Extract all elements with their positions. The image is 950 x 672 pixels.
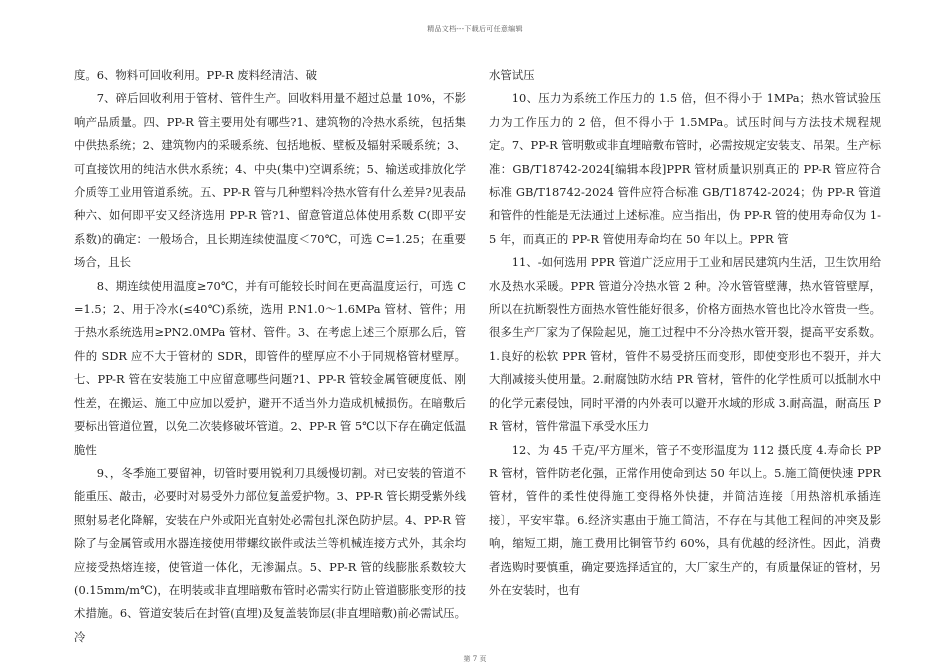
page-number: 第 7 页 [463,655,487,663]
paragraph: 7、碎后回收利用于管材、管件生产。回收料用量不超过总量 10%，不影响产品质量。四、PP-R 管主要用处有哪些?1、建筑物的冷热水系统，包括集中供热系统；2、建筑物内的采暖系统、包括地板、壁板及辐射采暖系统；3、可直接饮用的纯洁水供水系统；4、中央(集中)空调系统；5、输送或排放化学介质等工业用管道系统。五、PP-R 管与几种塑料冷热水管有什么差异?见表品种六、如何即平安又经济选用 PP-R 管?1、留意管道总体使用系数 C(即平安系数)的确定：一般场合，且长期连续使温度＜70℃，可选 C=1.25；在重要场合，且长 [74,91,466,270]
page-header: 精品文档---下载后可任意编辑 [427,25,523,33]
paragraph: 水管试压 [489,68,535,82]
paragraph: 10、压力为系统工作压力的 1.5 倍，但不得小于 1MPa；热水管试验压力为工作压力的 2 倍，但不得小于 1.5MPa。试压时间与方法技术规程规定。7、PP-R 管明敷或非直埋暗敷布管时，必需按规定安装支、吊架。生产标准：GB/T18742-2024[编辑本段]PPR 管材质量识别真正的 PP-R 管应符合标准 GB/T18742-2024 管件应符合标准 GB/T18742-2024；伪 PP-R 管道和管件的性能是无法通过上述标准。应当指出，伪 PP-R 管的使用寿命仅为 1-5 年，而真正的 PP-R 管使用寿命均在 50 年以上。PPR 管 [489,91,881,246]
paragraph: 9、，冬季施工要留神，切管时要用锐利刀具缓慢切割。对已安装的管道不能重压、敲击，必要时对易受外力部位复盖爱护物。3、PP-R 管长期受紫外线照射易老化降解，安装在户外或阳光直射处必需包扎深色防护层。4、PP-R 管除了与金属管或用水器连接使用带螺纹嵌件或法兰等机械连接方式外，其余均应接受热熔连接，使管道一体化，无渗漏点。5、PP-R 管的线膨胀系数较大(0.15mm/m℃)，在明装或非直埋暗敷布管时必需实行防止管道膨胀变形的技术措施。6、管道安装后在封管(直埋)及复盖装饰层(非直埋暗敷)前必需试压。冷 [74,465,466,644]
left-column [74,64,466,649]
paragraph: 度。6、物料可回收利用。PP-R 废料经清洁、破 [74,68,318,82]
paragraph: 11、-如何选用 PPR 管道广泛应用于工业和居民建筑内生活，卫生饮用给水及热水采暖。PPR 管道分冷热水管 2 种。冷水管管壁薄，热水管管壁厚，所以在抗断裂性方面热水管性能好很多，价格方面热水管也比冷水管贵一些。很多生产厂家为了保险起见，施工过程中不分冷热水管开裂，提高平安系数。1.良好的松软 PPR 管材，管件不易受挤压而变形，即使变形也不裂开，并大大削减接头使用量。2.耐腐蚀防水结 PR 管材，管件的化学性质可以抵制水中的化学元素侵蚀，同时平滑的内外表可以避开水域的形成 3.耐高温，耐高压 PR 管材，管件常温下承受水压力 [489,255,881,434]
paragraph: 12、为 45 千克/平方厘米，管子不变形温度为 112 摄氏度 4.寿命长 PPR 管材，管件防老化强，正常作用使命到达 50 年以上。5.施工简便快速 PPR 管材，管件的柔性使得施工变得格外快捷，并简洁连接〔用热溶机承插连接〕，平安牢靠。6.经济实惠由于施工简洁，不存在与其他工程间的冲突及影响，缩短工期，施工费用比铜管节约 60%，具有优越的经济性。因此，消费者选购时要慎重，确定要选择适宜的，大厂家生产的，有质量保证的管材，另外在安装时，也有 [489,442,881,597]
paragraph: 8、期连续使用温度≥70℃，并有可能较长时间在更高温度运行，可选 C=1.5；2、用于冷水(≤40℃)系统，选用 P.N1.0～1.6MPa 管材、管件；用于热水系统选用≥PN2.0MPa 管材、管件。3、在考虑上述三个原那么后，管件的 SDR 应不大于管材的 SDR，即管件的壁厚应不小于同规格管材壁厚。七、PP-R 管在安装施工中应留意哪些问题?1、PP-R 管较金属管硬度低、刚性差，在搬运、施工中应加以爱护，避开不适当外力造成机械损伤。在暗敷后要标出管道位置，以免二次装修破坏管道。2、PP-R 管 5℃以下存在确定低温脆性 [74,278,466,457]
right-column [489,64,881,602]
